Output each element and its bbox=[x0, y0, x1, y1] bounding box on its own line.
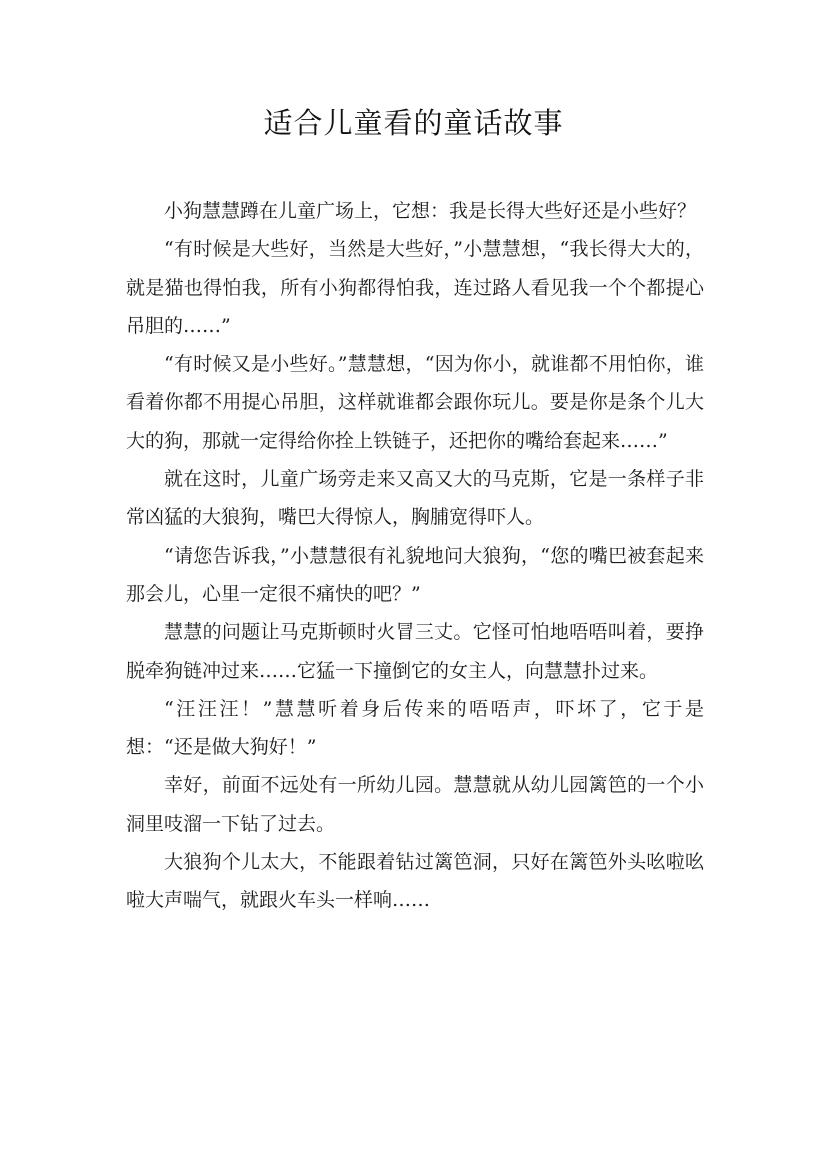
paragraph-2: “有时候是大些好，当然是大些好，”小慧慧想，“我长得大大的，就是猫也得怕我，所有小狗都得怕我，连过路人看见我一个个都提心吊胆的……” bbox=[126, 238, 704, 337]
paragraph-4: 就在这时，儿童广场旁走来又高又大的马克斯，它是一条样子非常凶猛的大狼狗，嘴巴大得惊人，胸脯宽得吓人。 bbox=[126, 468, 704, 529]
document-body bbox=[126, 192, 704, 920]
paragraph-1: 小狗慧慧蹲在儿童广场上，它想：我是长得大些好还是小些好？ bbox=[164, 200, 697, 222]
paragraph-3: “有时候又是小些好。”慧慧想，“因为你小，就谁都不用怕你，谁看着你都不用提心吊胆，这样就谁都会跟你玩儿。要是你是条个儿大大的狗，那就一定得给你拴上铁链子，还把你的嘴给套起来……” bbox=[126, 353, 704, 452]
paragraph-5: “请您告诉我，”小慧慧很有礼貌地问大狼狗，“您的嘴巴被套起来那会儿，心里一定很不痛快的吧？” bbox=[126, 544, 704, 605]
paragraph-7: “汪汪汪！”慧慧听着身后传来的唔唔声，吓坏了，它于是想：“还是做大狗好！” bbox=[126, 697, 704, 759]
paragraph-8: 幸好，前面不远处有一所幼儿园。慧慧就从幼儿园篱笆的一个小洞里吱溜一下钻了过去。 bbox=[126, 774, 704, 835]
document-title: 适合儿童看的童话故事 bbox=[263, 106, 564, 140]
paragraph-6: 慧慧的问题让马克斯顿时火冒三丈。它怪可怕地唔唔叫着，要挣脱牵狗链冲过来……它猛一下撞倒它的女主人，向慧慧扑过来。 bbox=[126, 621, 704, 682]
paragraph-9: 大狼狗个儿太大，不能跟着钻过篱笆洞，只好在篱笆外头吆啦吆啦大声喘气，就跟火车头一样响…… bbox=[126, 851, 704, 912]
